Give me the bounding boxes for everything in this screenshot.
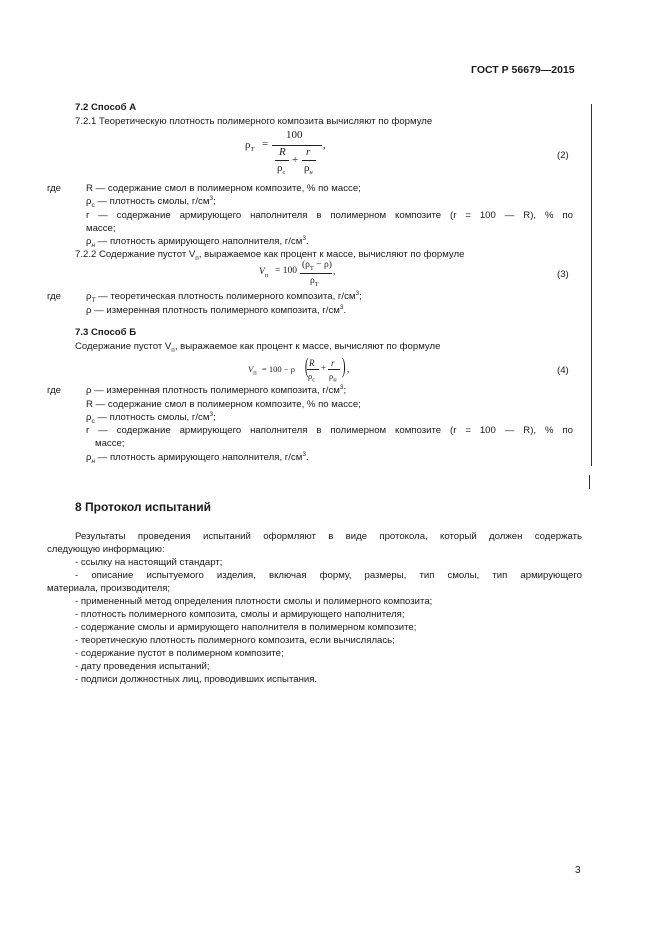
formula-subscript: с — [282, 169, 286, 177]
document-id: ГОСТ Р 56679—2015 — [471, 64, 575, 76]
where-item: $\rho_н$ — плотность армирующего наполнителя, $г/см^3$. — [86, 450, 309, 465]
list-item: - содержание пустот в полимерном композите; — [75, 648, 284, 659]
formula-symbol: ρ — [304, 162, 310, 174]
section-7-2-title: 7.2 Способ А — [75, 102, 137, 113]
formula-symbol: ρ — [245, 139, 251, 151]
formula-number: (4) — [557, 365, 569, 376]
list-item: - описание испытуемого изделия, включая форму, размеры, тип смолы, тип армирующего — [75, 570, 582, 581]
where-item-cont: массе; — [86, 223, 116, 234]
revision-bar-short — [589, 475, 590, 489]
list-item: - плотность полимерного композита, смолы и армирующего наполнителя; — [75, 609, 405, 620]
where-item: $\rho_н$ — плотность армирующего наполнителя, $г/см^3$. — [86, 234, 309, 249]
formula-equals: = 100 — [275, 266, 297, 276]
list-item: - ссылку на настоящий стандарт; — [75, 557, 223, 568]
where-item: $\rho_с$ — плотность смолы, $г/см^3$; — [86, 194, 216, 209]
list-item: - подписи должностных лиц, проводивших испытания. — [75, 674, 318, 685]
para-7-3: Содержание пустот $V_п$, выражаемое как процент к массе, вычисляют по формуле — [75, 341, 441, 354]
formula-symbol: ρ — [277, 162, 283, 174]
where-item: ρ — измеренная плотность полимерного композита, $г/см^3$; — [86, 383, 347, 396]
formula-plus: + — [292, 154, 299, 166]
where-item: $\rho_с$ — плотность смолы, $г/см^3$; — [86, 410, 216, 425]
section-7-3-title: 7.3 Способ Б — [75, 327, 137, 338]
revision-bar — [591, 104, 592, 466]
formula-equals: = — [262, 138, 269, 150]
formula-number: (2) — [557, 150, 569, 161]
where-label: где — [47, 291, 62, 302]
where-label: где — [47, 183, 62, 194]
where-item-cont: массе; — [95, 438, 125, 449]
formula-var: R — [279, 146, 286, 158]
list-item: - содержание смолы и армирующего наполнителя в полимерном композите; — [75, 622, 417, 633]
paren-left: ( — [304, 353, 309, 378]
where-item: r — содержание армирующего наполнителя в полимерном композите (r = 100 — R), % по — [86, 425, 573, 436]
formula-number: (3) — [557, 269, 569, 280]
where-item: R — содержание смол в полимерном композите, % по массе; — [86, 183, 361, 194]
list-item-cont: материала, производителя; — [47, 583, 171, 594]
list-item: - теоретическую плотность полимерного композита, если вычислялась; — [75, 635, 395, 646]
list-item: - дату проведения испытаний; — [75, 661, 210, 672]
formula-var: r — [306, 146, 311, 158]
para-7-2-2: 7.2.2 Содержание пустот $V_п$, выражаемое как процент к массе, вычисляют по формуле — [75, 249, 465, 262]
list-item: - примененный метод определения плотности смолы и полимерного композита; — [75, 596, 433, 607]
para-section-8-intro: Результаты проведения испытаний оформляют в виде протокола, который должен содержать — [75, 531, 582, 542]
para-7-2-1: 7.2.1 Теоретическую плотность полимерного композита вычисляют по формуле — [75, 116, 433, 127]
para-section-8-intro-cont: следующую информацию: — [47, 544, 165, 555]
where-item: $\rho_T$ — теоретическая плотность полимерного композита, $г/см^3$; — [86, 289, 362, 304]
formula-comma: , — [323, 139, 326, 151]
formula-subscript: н — [309, 169, 313, 177]
paren-right: ) — [341, 353, 346, 378]
section-8-title: 8 Протокол испытаний — [75, 500, 211, 514]
where-item: R — содержание смол в полимерном композите, % по массе; — [86, 399, 361, 410]
formula-comma: , — [333, 267, 336, 277]
where-item: r — содержание армирующего наполнителя в полимерном композите (r = 100 — R), % по — [86, 210, 573, 221]
page-number: 3 — [575, 865, 581, 876]
where-label: где — [47, 385, 62, 396]
formula-equals: = 100 − ρ — [262, 364, 295, 374]
formula-numerator: 100 — [286, 129, 303, 141]
formula-subscript: T — [250, 146, 255, 154]
where-item: ρ — измеренная плотность полимерного композита, $г/см^3$. — [86, 303, 347, 316]
